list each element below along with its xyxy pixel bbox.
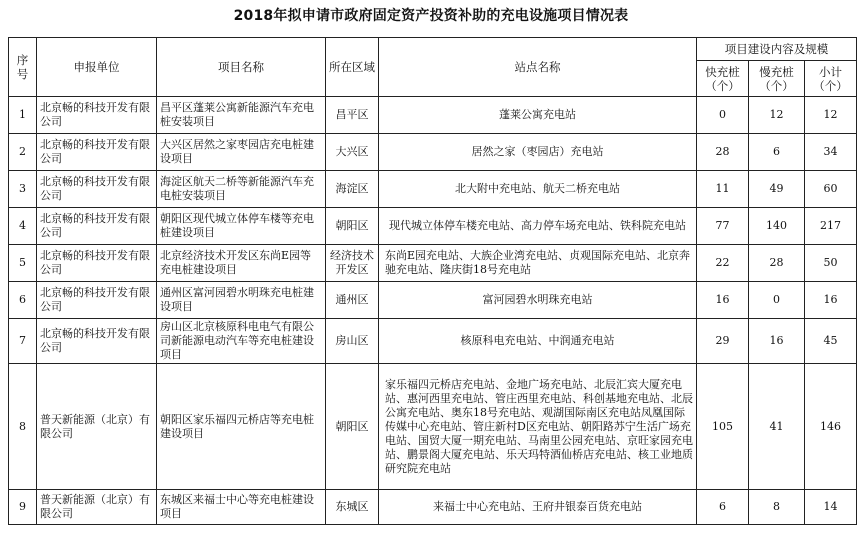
header-district: 所在区域 bbox=[326, 38, 379, 97]
cell-project: 昌平区蓬莱公寓新能源汽车充电桩安装项目 bbox=[157, 97, 326, 134]
table-title: 2018年拟申请市政府固定资产投资补助的充电设施项目情况表 bbox=[233, 8, 629, 24]
cell-station: 北大附中充电站、航天二桥充电站 bbox=[379, 171, 697, 208]
cell-district: 东城区 bbox=[326, 490, 379, 525]
cell-total: 217 bbox=[805, 208, 857, 245]
cell-index: 5 bbox=[9, 245, 37, 282]
cell-fast: 0 bbox=[697, 97, 749, 134]
cell-unit: 北京畅的科技开发有限公司 bbox=[37, 282, 157, 319]
cell-unit: 普天新能源（北京）有限公司 bbox=[37, 490, 157, 525]
cell-slow: 8 bbox=[749, 490, 805, 525]
cell-total: 12 bbox=[805, 97, 857, 134]
cell-project: 北京经济技术开发区东尚E园等充电桩建设项目 bbox=[157, 245, 326, 282]
header-row bbox=[9, 38, 857, 61]
cell-unit: 北京畅的科技开发有限公司 bbox=[37, 245, 157, 282]
cell-fast: 105 bbox=[697, 364, 749, 490]
header-scale-group: 项目建设内容及规模 bbox=[697, 38, 857, 61]
table-row bbox=[9, 364, 857, 490]
cell-district: 房山区 bbox=[326, 319, 379, 364]
cell-station: 现代城立体停车楼充电站、高力停车场充电站、铁科院充电站 bbox=[379, 208, 697, 245]
cell-project: 朝阳区现代城立体停车楼等充电桩建设项目 bbox=[157, 208, 326, 245]
header-index: 序号 bbox=[9, 38, 37, 97]
header-slow: 慢充桩（个） bbox=[749, 61, 805, 97]
cell-project: 房山区北京核原科电电气有限公司新能源电动汽车等充电桩建设项目 bbox=[157, 319, 326, 364]
header-unit: 申报单位 bbox=[37, 38, 157, 97]
cell-district: 朝阳区 bbox=[326, 208, 379, 245]
cell-district: 通州区 bbox=[326, 282, 379, 319]
cell-fast: 28 bbox=[697, 134, 749, 171]
cell-index: 3 bbox=[9, 171, 37, 208]
cell-station: 东尚E园充电站、大族企业湾充电站、贞观国际充电站、北京奔驰充电站、隆庆街18号充电站 bbox=[379, 245, 697, 282]
cell-total: 60 bbox=[805, 171, 857, 208]
header-station: 站点名称 bbox=[379, 38, 697, 97]
cell-unit: 北京畅的科技开发有限公司 bbox=[37, 97, 157, 134]
cell-index: 2 bbox=[9, 134, 37, 171]
cell-district: 经济技术开发区 bbox=[326, 245, 379, 282]
cell-district: 朝阳区 bbox=[326, 364, 379, 490]
cell-index: 1 bbox=[9, 97, 37, 134]
table-row bbox=[9, 171, 857, 208]
cell-station: 蓬莱公寓充电站 bbox=[379, 97, 697, 134]
cell-station: 家乐福四元桥店充电站、金地广场充电站、北辰汇宾大厦充电站、惠河西里充电站、管庄西里充电站、科创基地充电站、北辰公寓充电站、奥东18号充电站、观湖国际南区充电站凤凰国际传媒中心充电站、管庄新村D区充电站、朝阳路苏宁生活广场充电站、国贸大厦一期充电站、马南里公园充电站、京旺家园充电站、鹏景阁大厦充电站、乐天玛特酒仙桥店充电站、核工业地质研究院充电站 bbox=[379, 364, 697, 490]
table-row bbox=[9, 245, 857, 282]
cell-slow: 28 bbox=[749, 245, 805, 282]
cell-total: 16 bbox=[805, 282, 857, 319]
cell-fast: 11 bbox=[697, 171, 749, 208]
header-total: 小计（个） bbox=[805, 61, 857, 97]
table-row bbox=[9, 282, 857, 319]
cell-district: 海淀区 bbox=[326, 171, 379, 208]
cell-station: 核原科电充电站、中润通充电站 bbox=[379, 319, 697, 364]
cell-index: 9 bbox=[9, 490, 37, 525]
cell-unit: 北京畅的科技开发有限公司 bbox=[37, 134, 157, 171]
cell-project: 东城区来福士中心等充电桩建设项目 bbox=[157, 490, 326, 525]
cell-project: 朝阳区家乐福四元桥店等充电桩建设项目 bbox=[157, 364, 326, 490]
cell-slow: 49 bbox=[749, 171, 805, 208]
cell-unit: 北京畅的科技开发有限公司 bbox=[37, 319, 157, 364]
cell-total: 14 bbox=[805, 490, 857, 525]
cell-index: 8 bbox=[9, 364, 37, 490]
table-row bbox=[9, 134, 857, 171]
cell-slow: 41 bbox=[749, 364, 805, 490]
cell-slow: 140 bbox=[749, 208, 805, 245]
cell-total: 34 bbox=[805, 134, 857, 171]
cell-station: 来福士中心充电站、王府井银泰百货充电站 bbox=[379, 490, 697, 525]
table-row bbox=[9, 208, 857, 245]
table-row bbox=[9, 319, 857, 364]
header-fast: 快充桩（个） bbox=[697, 61, 749, 97]
cell-district: 大兴区 bbox=[326, 134, 379, 171]
project-table bbox=[8, 37, 857, 525]
cell-unit: 北京畅的科技开发有限公司 bbox=[37, 171, 157, 208]
cell-slow: 16 bbox=[749, 319, 805, 364]
cell-district: 昌平区 bbox=[326, 97, 379, 134]
cell-unit: 北京畅的科技开发有限公司 bbox=[37, 208, 157, 245]
cell-index: 4 bbox=[9, 208, 37, 245]
cell-project: 通州区富河园碧水明珠充电桩建设项目 bbox=[157, 282, 326, 319]
cell-project: 大兴区居然之家枣园店充电桩建设项目 bbox=[157, 134, 326, 171]
cell-fast: 6 bbox=[697, 490, 749, 525]
cell-station: 居然之家（枣园店）充电站 bbox=[379, 134, 697, 171]
cell-slow: 0 bbox=[749, 282, 805, 319]
cell-total: 45 bbox=[805, 319, 857, 364]
cell-unit: 普天新能源（北京）有限公司 bbox=[37, 364, 157, 490]
cell-total: 146 bbox=[805, 364, 857, 490]
header-project: 项目名称 bbox=[157, 38, 326, 97]
cell-index: 6 bbox=[9, 282, 37, 319]
cell-slow: 6 bbox=[749, 134, 805, 171]
cell-fast: 16 bbox=[697, 282, 749, 319]
cell-fast: 22 bbox=[697, 245, 749, 282]
cell-station: 富河园碧水明珠充电站 bbox=[379, 282, 697, 319]
cell-fast: 29 bbox=[697, 319, 749, 364]
table-row bbox=[9, 97, 857, 134]
table-row bbox=[9, 490, 857, 525]
cell-total: 50 bbox=[805, 245, 857, 282]
cell-slow: 12 bbox=[749, 97, 805, 134]
cell-index: 7 bbox=[9, 319, 37, 364]
cell-fast: 77 bbox=[697, 208, 749, 245]
cell-project: 海淀区航天二桥等新能源汽车充电桩安装项目 bbox=[157, 171, 326, 208]
